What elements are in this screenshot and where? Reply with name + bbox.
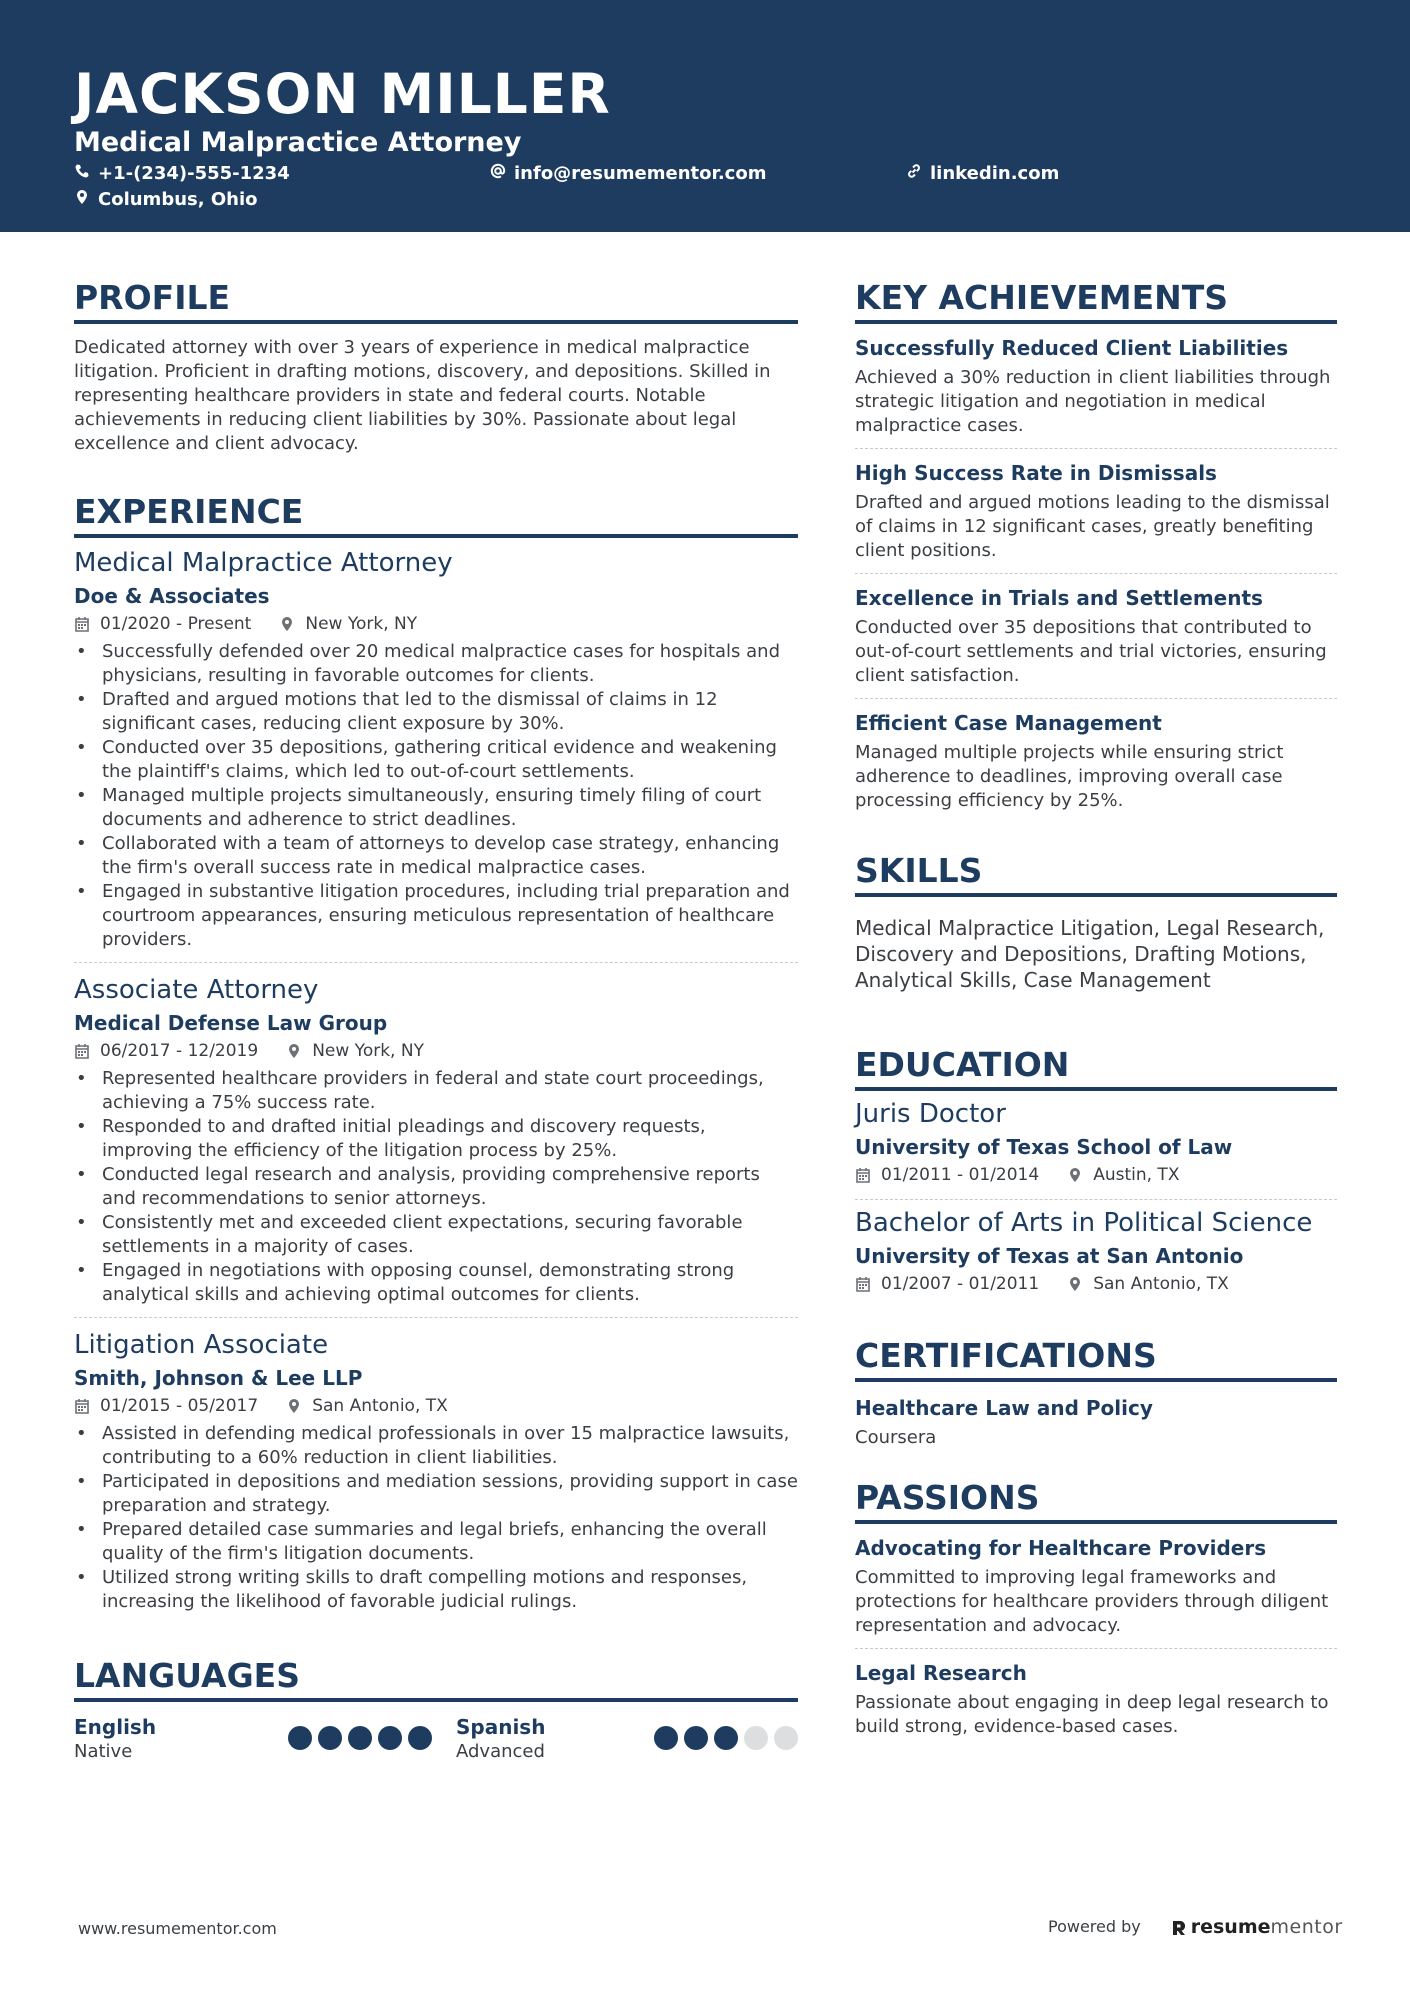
passion-item	[855, 1524, 1337, 1649]
experience-section	[74, 492, 798, 1624]
contact-phone	[74, 162, 290, 186]
date-range: 01/2011 - 01/2014	[881, 1165, 1040, 1185]
language-name: Spanish	[456, 1715, 546, 1739]
location-pin-icon	[286, 1398, 302, 1414]
candidate-title: Medical Malpractice Attorney	[74, 127, 522, 158]
proficiency-dot	[288, 1726, 312, 1750]
passions-section	[855, 1478, 1337, 1749]
achievement-desc: Managed multiple projects while ensuring strict adherence to deadlines, improving overall case processing efficiency by 25%.	[855, 742, 1284, 811]
achievement-title: Successfully Reduced Client Liabilities	[855, 336, 1289, 360]
proficiency-dot	[714, 1726, 738, 1750]
language-text	[74, 1714, 156, 1764]
certifications-heading: CERTIFICATIONS	[855, 1336, 1337, 1382]
achievement-desc: Achieved a 30% reduction in client liabilities through strategic litigation and negotiation in medical malpractice cases.	[855, 367, 1331, 436]
profile-text: Dedicated attorney with over 3 years of experience in medical malpractice litigation. Proficient in drafting motions, discovery, and depositions. Skilled in representing healthcare providers in state and federal courts. Notable achievements in reducing client liabilities by 30%. Passionate about legal excellence and client advocacy.	[74, 337, 771, 454]
job-bullets	[74, 640, 798, 952]
skills-section	[855, 851, 1337, 993]
bullet-item: • Represented healthcare providers in federal and state court proceedings, achieving a 75% success rate.	[74, 1067, 798, 1115]
location-pin-icon	[1067, 1167, 1083, 1183]
degree: Bachelor of Arts in Political Science	[855, 1208, 1313, 1238]
certification-org: Coursera	[855, 1427, 937, 1448]
calendar-icon	[855, 1167, 871, 1183]
date-location-row	[74, 1394, 798, 1418]
job-company: Medical Defense Law Group	[74, 1011, 388, 1035]
brand-logo	[1171, 1916, 1343, 1938]
footer-branding	[1048, 1916, 1343, 1938]
bullet-item: • Responded to and drafted initial pleadings and discovery requests, improving the efficiency of the litigation process by 25%.	[74, 1115, 798, 1163]
language-name: English	[74, 1715, 157, 1739]
achievement-desc: Drafted and argued motions leading to the dismissal of claims in 12 significant cases, greatly benefiting client positions.	[855, 492, 1330, 561]
bullet-item: • Conducted over 35 depositions, gathering critical evidence and weakening the plaintiff's claims, which led to out-of-court settlements.	[74, 736, 798, 784]
brand-mark-icon	[1171, 1917, 1187, 1937]
skills-heading: SKILLS	[855, 851, 1337, 897]
proficiency-dot	[408, 1726, 432, 1750]
passions-heading: PASSIONS	[855, 1478, 1337, 1524]
left-column	[74, 278, 798, 1764]
footer-website[interactable]: www.resumementor.com	[78, 1919, 277, 1938]
profile-section	[74, 278, 798, 456]
achievements-section	[855, 278, 1337, 823]
job-role: Medical Malpractice Attorney	[74, 548, 453, 578]
candidate-name: JACKSON MILLER	[74, 62, 611, 126]
bullet-item: • Managed multiple projects simultaneously, ensuring timely filing of court documents and adherence to strict deadlines.	[74, 784, 798, 832]
job-entry	[74, 546, 798, 963]
location: San Antonio, TX	[312, 1396, 448, 1416]
job-company: Smith, Johnson & Lee LLP	[74, 1366, 363, 1390]
proficiency-dots	[654, 1726, 798, 1764]
location-pin-icon	[279, 616, 295, 632]
date-location-row	[74, 612, 798, 636]
proficiency-dot	[348, 1726, 372, 1750]
language-level: Native	[74, 1741, 133, 1762]
passion-item	[855, 1649, 1337, 1749]
certification-list	[855, 1394, 1337, 1450]
achievement-title: Excellence in Trials and Settlements	[855, 586, 1263, 610]
job-entry	[74, 973, 798, 1318]
bullet-item: • Successfully defended over 20 medical malpractice cases for hospitals and physicians, resulting in favorable outcomes for clients.	[74, 640, 798, 688]
proficiency-dot	[774, 1726, 798, 1750]
certifications-section	[855, 1336, 1337, 1450]
proficiency-dot	[684, 1726, 708, 1750]
achievement-title: Efficient Case Management	[855, 711, 1162, 735]
location-text: Columbus, Ohio	[98, 189, 258, 210]
degree: Juris Doctor	[855, 1099, 1006, 1129]
powered-by-label: Powered by	[1048, 1917, 1141, 1936]
date-range: 01/2015 - 05/2017	[100, 1396, 259, 1416]
bullet-item: • Conducted legal research and analysis, providing comprehensive reports and recommendations to senior attorneys.	[74, 1163, 798, 1211]
proficiency-dot	[654, 1726, 678, 1750]
achievement-list	[855, 324, 1337, 823]
passion-list	[855, 1524, 1337, 1749]
achievement-item	[855, 574, 1337, 699]
job-role: Litigation Associate	[74, 1330, 329, 1360]
achievement-desc: Conducted over 35 depositions that contributed to out-of-court settlements and trial victories, ensuring client satisfaction.	[855, 617, 1327, 686]
language-item	[74, 1714, 456, 1764]
education-item	[855, 1200, 1337, 1308]
date-location-row	[855, 1163, 1337, 1187]
job-role: Associate Attorney	[74, 975, 319, 1005]
location: San Antonio, TX	[1093, 1274, 1229, 1294]
achievement-title: High Success Rate in Dismissals	[855, 461, 1217, 485]
calendar-icon	[74, 616, 90, 632]
email-text[interactable]: info@resumementor.com	[514, 163, 767, 184]
location-pin-icon	[1067, 1276, 1083, 1292]
brand-name-light: mentor	[1270, 1916, 1343, 1938]
passion-title: Legal Research	[855, 1661, 1027, 1685]
profile-heading: PROFILE	[74, 278, 798, 324]
proficiency-dot	[744, 1726, 768, 1750]
calendar-icon	[74, 1398, 90, 1414]
date-range: 06/2017 - 12/2019	[100, 1041, 259, 1061]
school-name: University of Texas School of Law	[855, 1135, 1233, 1159]
contact-link[interactable]	[906, 162, 1059, 186]
school-name: University of Texas at San Antonio	[855, 1244, 1244, 1268]
right-column	[855, 278, 1337, 1749]
bullet-item: • Consistently met and exceeded client expectations, securing favorable settlements in a majority of cases.	[74, 1211, 798, 1259]
skills-text: Medical Malpractice Litigation, Legal Research, Discovery and Depositions, Drafting Motions, Analytical Skills, Case Management	[855, 916, 1325, 992]
achievement-item	[855, 699, 1337, 823]
location-pin-icon	[74, 188, 90, 212]
bullet-item: • Utilized strong writing skills to draft compelling motions and responses, increasing the likelihood of favorable judicial rulings.	[74, 1566, 798, 1614]
bullet-item: • Engaged in substantive litigation procedures, including trial preparation and courtroom appearances, ensuring meticulous representation of healthcare providers.	[74, 880, 798, 952]
language-list	[74, 1714, 798, 1764]
language-text	[456, 1714, 545, 1764]
link-text[interactable]: linkedin.com	[930, 163, 1060, 184]
education-section	[855, 1045, 1337, 1308]
job-bullets	[74, 1067, 798, 1307]
languages-section	[74, 1656, 798, 1764]
language-item	[456, 1714, 798, 1764]
date-location-row	[855, 1272, 1337, 1296]
location: New York, NY	[305, 614, 418, 634]
achievements-heading: KEY ACHIEVEMENTS	[855, 278, 1337, 324]
brand-name-bold: resume	[1190, 1916, 1271, 1938]
phone-text: +1-(234)-555-1234	[98, 163, 290, 184]
passion-desc: Passionate about engaging in deep legal research to build strong, evidence-based cases.	[855, 1692, 1329, 1737]
resume-header	[0, 0, 1410, 232]
education-item	[855, 1091, 1337, 1200]
job-company: Doe & Associates	[74, 584, 270, 608]
languages-heading: LANGUAGES	[74, 1656, 798, 1702]
bullet-item: • Engaged in negotiations with opposing counsel, demonstrating strong analytical skills and achieving optimal outcomes for clients.	[74, 1259, 798, 1307]
link-icon	[906, 162, 922, 186]
date-range: 01/2007 - 01/2011	[881, 1274, 1040, 1294]
phone-icon	[74, 162, 90, 186]
job-list	[74, 546, 798, 1624]
location: New York, NY	[312, 1041, 424, 1061]
location: Austin, TX	[1093, 1165, 1180, 1185]
calendar-icon	[74, 1043, 90, 1059]
calendar-icon	[855, 1276, 871, 1292]
bullet-item: • Drafted and argued motions that led to the dismissal of claims in 12 significant cases, reducing client exposure by 30%.	[74, 688, 798, 736]
bullet-item: • Collaborated with a team of attorneys to develop case strategy, enhancing the firm's overall success rate in medical malpractice cases.	[74, 832, 798, 880]
contact-email[interactable]	[490, 162, 766, 186]
passion-title: Advocating for Healthcare Providers	[855, 1536, 1267, 1560]
date-location-row	[74, 1039, 798, 1063]
date-range: 01/2020 - Present	[100, 614, 252, 634]
education-heading: EDUCATION	[855, 1045, 1337, 1091]
language-level: Advanced	[456, 1741, 545, 1762]
achievement-item	[855, 324, 1337, 449]
passion-desc: Committed to improving legal frameworks and protections for healthcare providers through diligent representation and advocacy.	[855, 1567, 1329, 1636]
job-entry	[74, 1328, 798, 1624]
education-list	[855, 1091, 1337, 1308]
proficiency-dots	[288, 1726, 432, 1764]
experience-heading: EXPERIENCE	[74, 492, 798, 538]
bullet-item: • Participated in depositions and mediation sessions, providing support in case preparation and strategy.	[74, 1470, 798, 1518]
certification-name: Healthcare Law and Policy	[855, 1396, 1153, 1420]
bullet-item: • Prepared detailed case summaries and legal briefs, enhancing the overall quality of the firm's litigation documents.	[74, 1518, 798, 1566]
contact-location	[74, 188, 258, 212]
proficiency-dot	[378, 1726, 402, 1750]
achievement-item	[855, 449, 1337, 574]
proficiency-dot	[318, 1726, 342, 1750]
location-pin-icon	[286, 1043, 302, 1059]
at-icon	[490, 162, 506, 186]
job-bullets	[74, 1422, 798, 1614]
bullet-item: • Assisted in defending medical professionals in over 15 malpractice lawsuits, contributing to a 60% reduction in client liabilities.	[74, 1422, 798, 1470]
